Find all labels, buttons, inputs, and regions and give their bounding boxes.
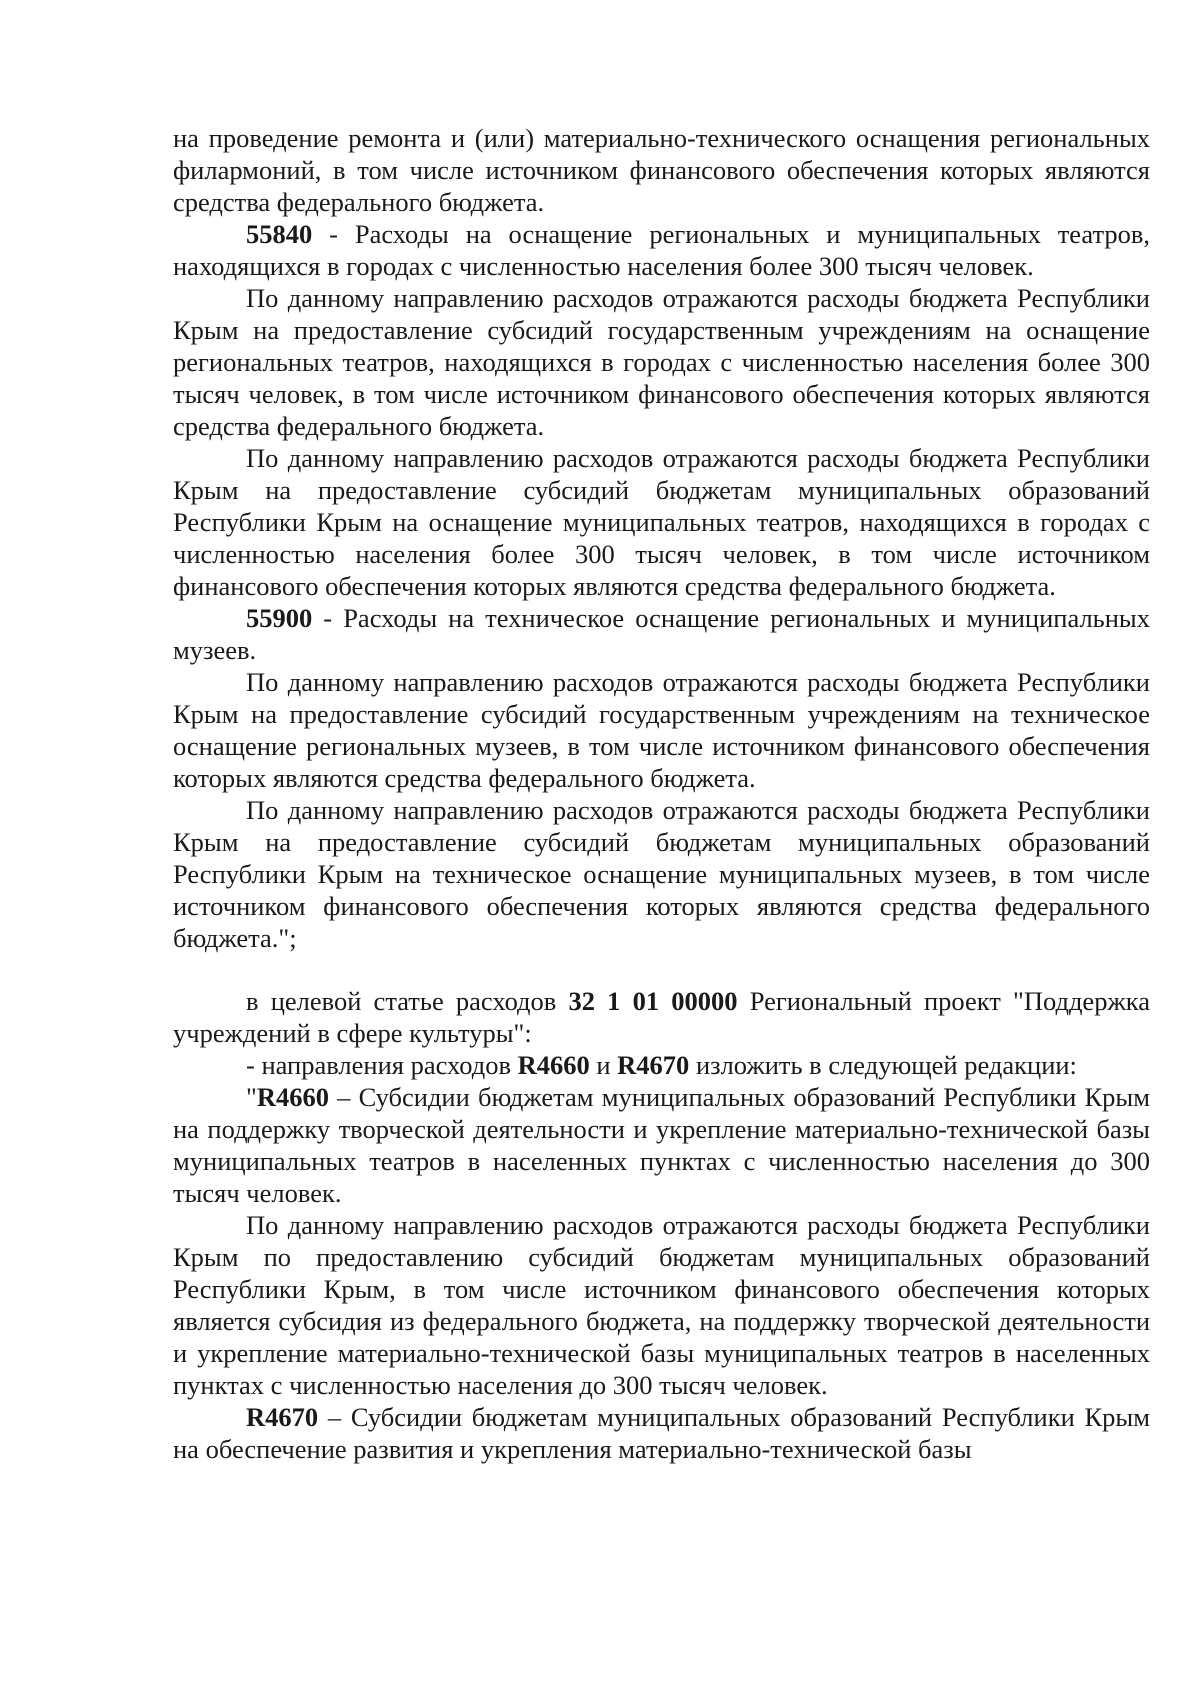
paragraph <box>173 218 1150 282</box>
paragraph <box>173 602 1150 666</box>
paragraph-text: – Субсидии бюджетам муниципальных образований Республики Крым на обеспечение развития и укрепления материально-технической базы <box>173 1402 1150 1464</box>
paragraph <box>173 442 1150 602</box>
code-reference: R4670 <box>617 1050 690 1080</box>
paragraph-text: - Расходы на оснащение региональных и муниципальных театров, находящихся в городах с численностью населения более 300 тысяч человек. <box>173 219 1150 281</box>
paragraph-text: - Расходы на техническое оснащение региональных и муниципальных музеев. <box>173 603 1150 665</box>
code-reference: 55840 <box>246 219 313 249</box>
paragraph-text: – Субсидии бюджетам муниципальных образований Республики Крым на поддержку творческой деятельности и укрепление материально-технической базы муниципальных театров в населенных пунктах с численностью населения до 300 тысяч человек. <box>173 1082 1150 1208</box>
paragraph-text: " <box>246 1082 257 1112</box>
paragraph <box>173 1209 1150 1401</box>
paragraph-text: По данному направлению расходов отражаются расходы бюджета Республики Крым на предоставление субсидий бюджетам муниципальных образований Республики Крым на техническое оснащение муниципальных музеев, в том числе источником финансового обеспечения которых являются средства федерального бюджета."; <box>173 795 1150 953</box>
code-reference: R4660 <box>517 1050 590 1080</box>
paragraph-text: изложить в следующей редакции: <box>689 1050 1077 1080</box>
paragraph-text: По данному направлению расходов отражаются расходы бюджета Республики Крым на предоставление субсидий бюджетам муниципальных образований Республики Крым на оснащение муниципальных театров, находящихся в городах с численностью населения более 300 тысяч человек, в том числе источником финансового обеспечения которых являются средства федерального бюджета. <box>173 443 1150 601</box>
paragraph <box>173 1049 1150 1081</box>
paragraph <box>173 985 1150 1049</box>
paragraph-text: Региональный проект "Поддержка учреждений в сфере культуры": <box>173 986 1150 1048</box>
code-reference: 55900 <box>246 603 313 633</box>
paragraph <box>173 666 1150 794</box>
paragraph-text: По данному направлению расходов отражаются расходы бюджета Республики Крым на предоставление субсидий государственным учреждениям на техническое оснащение региональных музеев, в том числе источником финансового обеспечения которых являются средства федерального бюджета. <box>173 667 1150 793</box>
paragraph <box>173 1081 1150 1209</box>
paragraph-text: По данному направлению расходов отражаются расходы бюджета Республики Крым на предоставление субсидий государственным учреждениям на оснащение региональных театров, находящихся в городах с численностью населения более 300 тысяч человек, в том числе источником финансового обеспечения которых являются средства федерального бюджета. <box>173 283 1150 441</box>
paragraph <box>173 1401 1150 1465</box>
paragraph-text: в целевой статье расходов <box>246 986 569 1016</box>
paragraph-text: на проведение ремонта и (или) материально-технического оснащения региональных филармоний, в том числе источником финансового обеспечения которых являются средства федерального бюджета. <box>173 123 1150 217</box>
code-reference: R4660 <box>256 1082 329 1112</box>
paragraph-text: По данному направлению расходов отражаются расходы бюджета Республики Крым по предоставлению субсидий бюджетам муниципальных образований Республики Крым, в том числе источником финансового обеспечения которых является субсидия из федерального бюджета, на поддержку творческой деятельности и укрепление материально-технической базы муниципальных театров в населенных пунктах с численностью населения до 300 тысяч человек. <box>173 1210 1150 1400</box>
document-page <box>173 122 1150 1465</box>
paragraph <box>173 122 1150 218</box>
paragraph <box>173 794 1150 954</box>
paragraph-spacer <box>173 954 1150 985</box>
paragraph <box>173 282 1150 442</box>
paragraph-text: - направления расходов <box>246 1050 518 1080</box>
code-reference: 32 1 01 00000 <box>568 986 738 1016</box>
paragraph-text: и <box>589 1050 618 1080</box>
code-reference: R4670 <box>246 1402 319 1432</box>
